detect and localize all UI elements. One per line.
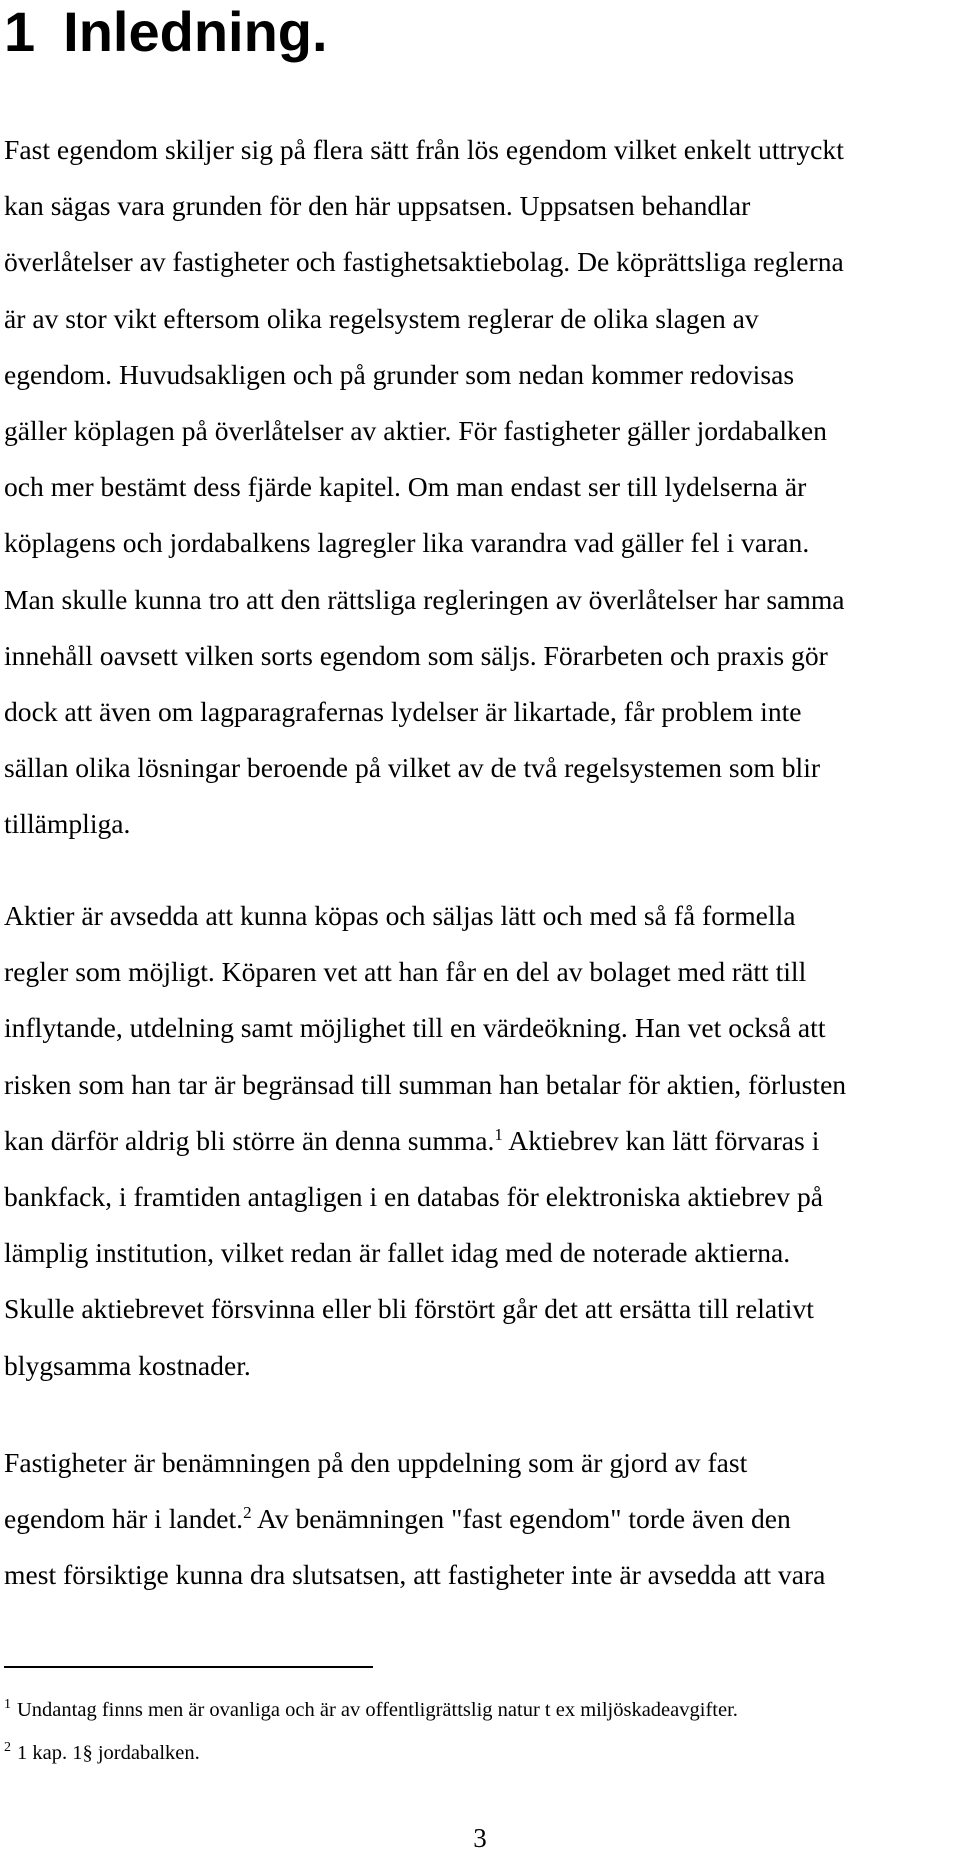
footnote-1: [4, 1698, 738, 1722]
footnote-2: [4, 1741, 200, 1765]
text-line-with-footnote-ref: [4, 1491, 956, 1547]
text-line: Aktier är avsedda att kunna köpas och säljas lätt och med så få formella: [4, 900, 796, 931]
text-line: dock att även om lagparagrafernas lydelser är likartade, får problem inte: [4, 696, 802, 728]
chapter-title: Inledning.: [63, 0, 328, 63]
text-line: blygsamma kostnader.: [4, 1349, 251, 1381]
text-line: gäller köplagen på överlåtelser av aktier. För fastigheter gäller jordabalken: [4, 415, 827, 447]
text-line: innehåll oavsett vilken sorts egendom som säljs. Förarbeten och praxis gör: [4, 639, 828, 671]
text-line: lämplig institution, vilket redan är fallet idag med de noterade aktierna.: [4, 1237, 791, 1269]
text-segment: kan därför aldrig bli större än denna summa.: [4, 1124, 495, 1156]
paragraph-2: [4, 888, 956, 1394]
text-line: köplagens och jordabalkens lagregler lika varandra vad gäller fel i varan.: [4, 527, 810, 559]
footnote-marker: 1: [4, 1697, 11, 1713]
text-line: Man skulle kunna tro att den rättsliga regleringen av överlåtelser har samma: [4, 583, 845, 615]
chapter-number: 1: [4, 0, 36, 63]
footnote-divider: [4, 1666, 373, 1668]
text-line-with-footnote-ref: [4, 1113, 956, 1169]
text-line: och mer bestämt dess fjärde kapitel. Om man endast ser till lydelserna är: [4, 471, 807, 503]
footnote-text: Undantag finns men är ovanliga och är av offentligrättslig natur t ex miljöskadeavgifter.: [17, 1699, 738, 1721]
text-line: Fastigheter är benämningen på den uppdelning som är gjord av fast: [4, 1447, 748, 1478]
text-line: kan sägas vara grunden för den här uppsatsen. Uppsatsen behandlar: [4, 190, 751, 222]
text-segment: Aktiebrev kan lätt förvaras i: [502, 1124, 820, 1156]
text-segment: Av benämningen "fast egendom" torde även den: [251, 1503, 791, 1535]
text-line: mest försiktige kunna dra slutsatsen, att fastigheter inte är avsedda att vara: [4, 1559, 826, 1591]
text-line: egendom. Huvudsakligen och på grunder som nedan kommer redovisas: [4, 358, 795, 390]
text-line: risken som han tar är begränsad till summan han betalar för aktien, förlusten: [4, 1068, 847, 1100]
footnote-ref-1[interactable]: 1: [494, 1124, 503, 1144]
text-line: Fast egendom skiljer sig på flera sätt från lös egendom vilket enkelt uttryckt: [4, 134, 844, 165]
page-number: 3: [473, 1823, 487, 1853]
text-line: tillämpliga.: [4, 808, 131, 840]
text-line: inflytande, utdelning samt möjlighet till en värdeökning. Han vet också att: [4, 1012, 826, 1044]
footnote-marker: 2: [4, 1740, 11, 1756]
text-segment: egendom här i landet.: [4, 1503, 244, 1535]
paragraph-3: [4, 1435, 956, 1604]
text-line: sällan olika lösningar beroende på vilket av de två regelsystemen som blir: [4, 752, 821, 784]
text-line: bankfack, i framtiden antagligen i en databas för elektroniska aktiebrev på: [4, 1181, 824, 1213]
chapter-heading: [4, 0, 328, 64]
text-line: är av stor vikt eftersom olika regelsystem reglerar de olika slagen av: [4, 302, 759, 334]
text-line: Skulle aktiebrevet försvinna eller bli förstört går det att ersätta till relativt: [4, 1293, 814, 1325]
text-line: regler som möjligt. Köparen vet att han får en del av bolaget med rätt till: [4, 956, 807, 988]
footnote-ref-2[interactable]: 2: [243, 1503, 252, 1523]
paragraph-1: [4, 122, 956, 853]
footnote-text: 1 kap. 1§ jordabalken.: [17, 1742, 200, 1764]
text-line: överlåtelser av fastigheter och fastighetsaktiebolag. De köprättsliga reglerna: [4, 246, 844, 278]
